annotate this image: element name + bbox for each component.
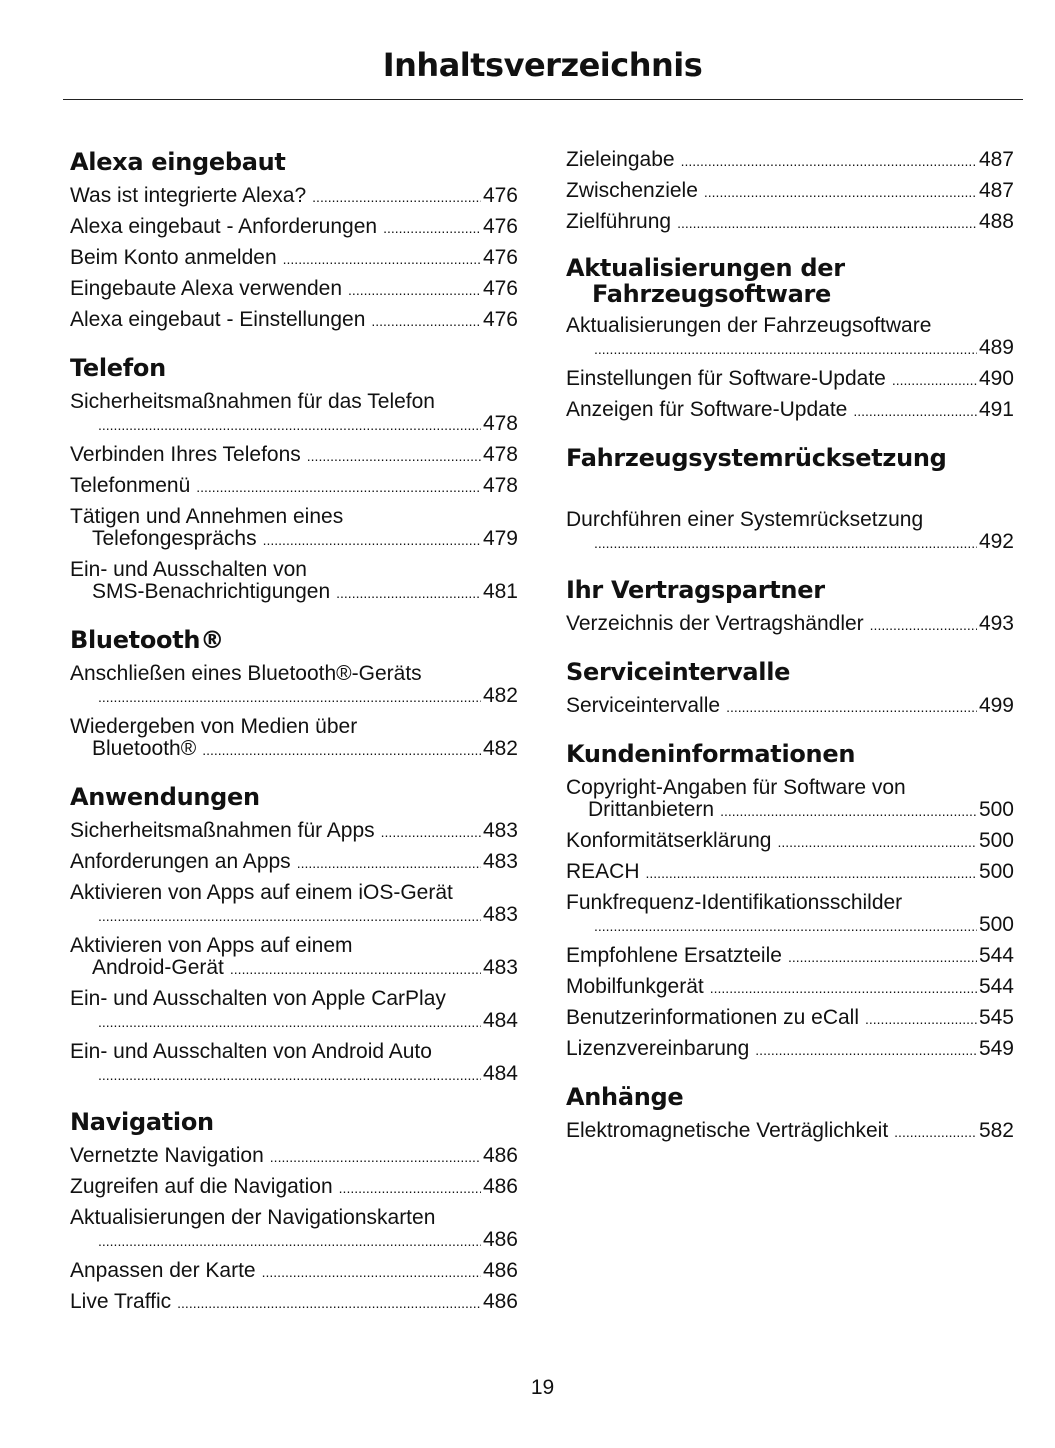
toc-entry[interactable] (70, 935, 518, 980)
toc-entry-line (566, 149, 1014, 172)
toc-entry[interactable] (70, 185, 518, 208)
toc-entry-line (70, 475, 518, 498)
toc-entry-page: 493 (978, 612, 1014, 635)
toc-entry[interactable] (566, 1120, 1014, 1143)
toc-entry-title: Copyright-Angaben für Software von (566, 776, 906, 799)
toc-entry-page: 481 (482, 580, 518, 603)
toc-entry-line (566, 1120, 1014, 1143)
toc-entry-title: Aktualisierungen der Navigationskarten (70, 1206, 436, 1229)
toc-entry-page: 476 (482, 308, 518, 331)
toc-entry-line (566, 315, 1014, 337)
toc-entry-title: Beim Konto anmelden (70, 246, 277, 269)
toc-entry-page: 549 (978, 1037, 1014, 1060)
toc-entry-line (70, 528, 518, 551)
toc-entry-page: 582 (978, 1119, 1014, 1142)
toc-entry-line (70, 506, 518, 528)
toc-entry-line (70, 1063, 518, 1086)
toc-entry[interactable] (70, 716, 518, 761)
dot-leader (307, 444, 481, 467)
toc-entry-page: 486 (482, 1228, 518, 1251)
toc-entry-title: Alexa eingebaut - Einstellungen (70, 308, 366, 331)
title-divider (63, 99, 1023, 100)
toc-entry-page: 487 (978, 148, 1014, 171)
section-heading-line: Ihr Vertragspartner (566, 576, 825, 604)
toc-entry-title: Telefonmenü (70, 474, 191, 497)
dot-leader (681, 149, 977, 172)
dot-leader (98, 413, 481, 436)
toc-entry-page: 499 (978, 694, 1014, 717)
section-heading-line: Aktualisierungen der (566, 254, 845, 282)
dot-leader (98, 1063, 481, 1086)
toc-entry[interactable] (70, 278, 518, 301)
toc-entry-page: 486 (482, 1290, 518, 1313)
toc-entry-line (70, 247, 518, 270)
toc-entry-title: Anpassen der Karte (70, 1259, 256, 1282)
toc-entry[interactable] (566, 892, 1014, 937)
toc-entry-page: 500 (978, 913, 1014, 936)
toc-entry-line (70, 1291, 518, 1314)
toc-entry-line (566, 613, 1014, 636)
dot-leader (348, 278, 481, 301)
dot-leader (704, 180, 977, 203)
toc-entry[interactable] (70, 391, 518, 436)
toc-entry[interactable] (70, 820, 518, 843)
toc-entry-page: 486 (482, 1144, 518, 1167)
toc-entry-line (566, 695, 1014, 718)
toc-entry-line (566, 531, 1014, 554)
dot-leader (98, 1229, 481, 1252)
toc-entry-title: Aktivieren von Apps auf einem (70, 934, 353, 957)
dot-leader (677, 211, 977, 234)
toc-entry[interactable] (70, 882, 518, 927)
toc-entry-line (70, 559, 518, 581)
toc-entry-title: Android-Gerät (92, 956, 224, 979)
toc-entry-line (70, 904, 518, 927)
toc-entry-title: Anforderungen an Apps (70, 850, 291, 873)
toc-entry-line (70, 278, 518, 301)
toc-entry-page: 482 (482, 737, 518, 760)
toc-entry-title: Anschließen eines Bluetooth®-Geräts (70, 662, 422, 685)
toc-entry[interactable] (70, 1145, 518, 1168)
toc-entry-line (70, 882, 518, 904)
toc-entry[interactable] (566, 211, 1014, 234)
toc-entry-line (70, 185, 518, 208)
dot-leader (283, 247, 481, 270)
toc-entry-page: 492 (978, 530, 1014, 553)
dot-leader (263, 528, 481, 551)
toc-entry-page: 484 (482, 1062, 518, 1085)
toc-entry[interactable] (566, 368, 1014, 391)
toc-entry-page: 482 (482, 684, 518, 707)
toc-entry-title: Verzeichnis der Vertragshändler (566, 612, 864, 635)
toc-entry-line (70, 685, 518, 708)
toc-entry-title: Einstellungen für Software-Update (566, 367, 886, 390)
dot-leader (594, 531, 977, 554)
toc-entry-line (566, 1038, 1014, 1061)
toc-entry-page: 544 (978, 975, 1014, 998)
toc-entry-title: Telefongesprächs (92, 527, 257, 550)
section-heading (566, 443, 1014, 473)
section-heading-line: Alexa eingebaut (70, 148, 286, 176)
page-number: 19 (530, 1376, 555, 1399)
toc-entry[interactable] (70, 309, 518, 332)
toc-entry-page: 476 (482, 184, 518, 207)
toc-entry[interactable] (566, 777, 1014, 822)
toc-entry-line (70, 1145, 518, 1168)
dot-leader (336, 581, 481, 604)
section-heading-line: Navigation (70, 1108, 214, 1136)
toc-entry[interactable] (70, 851, 518, 874)
toc-entry-page: 500 (978, 829, 1014, 852)
toc-entry-line (70, 935, 518, 957)
toc-entry[interactable] (70, 475, 518, 498)
dot-leader (371, 309, 481, 332)
toc-entry[interactable] (566, 861, 1014, 884)
toc-entry[interactable] (70, 247, 518, 270)
toc-entry-line (566, 399, 1014, 422)
toc-entry-page: 478 (482, 443, 518, 466)
dot-leader (312, 185, 481, 208)
toc-entry[interactable] (566, 613, 1014, 636)
dot-leader (646, 861, 977, 884)
toc-entry-line (70, 716, 518, 738)
toc-entry-page: 483 (482, 850, 518, 873)
toc-entry-line (566, 180, 1014, 203)
toc-entry-title: Konformitätserklärung (566, 829, 772, 852)
toc-entry-line (566, 799, 1014, 822)
section-heading (566, 657, 1014, 687)
toc-entry-line (70, 851, 518, 874)
section-heading-line: Telefon (70, 354, 166, 382)
toc-entry-title: Ein- und Ausschalten von (70, 558, 307, 581)
toc-entry-line (70, 957, 518, 980)
toc-entry[interactable] (566, 976, 1014, 999)
toc-entry-page: 500 (978, 860, 1014, 883)
section-heading (70, 782, 518, 812)
toc-entry-title: Live Traffic (70, 1290, 172, 1313)
toc-entry-line (566, 914, 1014, 937)
toc-entry[interactable] (566, 315, 1014, 360)
page-title: Inhaltsverzeichnis (382, 46, 703, 84)
toc-entry-page: 488 (978, 210, 1014, 233)
toc-entry-title: Ein- und Ausschalten von Apple CarPlay (70, 987, 446, 1010)
dot-leader (381, 820, 481, 843)
toc-entry-title: Anzeigen für Software-Update (566, 398, 848, 421)
dot-leader (594, 337, 977, 360)
toc-entry[interactable] (566, 830, 1014, 853)
toc-entry-title: Wiedergeben von Medien über (70, 715, 358, 738)
toc-entry-title: Funkfrequenz-Identifikationsschilder (566, 891, 903, 914)
toc-entry[interactable] (566, 1038, 1014, 1061)
section-heading-line: Fahrzeugsoftware (592, 280, 831, 308)
toc-entry-title: Alexa eingebaut - Anforderungen (70, 215, 378, 238)
toc-entry-page: 489 (978, 336, 1014, 359)
toc-entry[interactable] (566, 695, 1014, 718)
toc-entry-page: 490 (978, 367, 1014, 390)
dot-leader (870, 613, 977, 636)
toc-entry-line (70, 738, 518, 761)
toc-entry-line (566, 830, 1014, 853)
dot-leader (777, 830, 977, 853)
toc-entry-title: Aktivieren von Apps auf einem iOS-Gerät (70, 881, 453, 904)
toc-entry[interactable] (566, 945, 1014, 968)
dot-leader (594, 914, 977, 937)
toc-entry[interactable] (566, 149, 1014, 172)
toc-entry-line (70, 1260, 518, 1283)
toc-entry-page: 484 (482, 1009, 518, 1032)
toc-entry-title: Ein- und Ausschalten von Android Auto (70, 1040, 432, 1063)
toc-entry-line (566, 976, 1014, 999)
toc-entry-title: Lizenzvereinbarung (566, 1037, 750, 1060)
toc-entry-line (566, 861, 1014, 884)
dot-leader (98, 904, 481, 927)
section-heading-line: Serviceintervalle (566, 658, 791, 686)
dot-leader (865, 1007, 977, 1030)
dot-leader (788, 945, 977, 968)
toc-entry-line (70, 1010, 518, 1033)
dot-leader (270, 1145, 481, 1168)
toc-entry-title: Verbinden Ihres Telefons (70, 443, 301, 466)
dot-leader (383, 216, 481, 239)
toc-entry-title: Aktualisierungen der Fahrzeugsoftware (566, 314, 932, 337)
toc-entry-line (70, 988, 518, 1010)
toc-entry-page: 544 (978, 944, 1014, 967)
section-heading-line: Anhänge (566, 1083, 684, 1111)
toc-entry[interactable] (70, 663, 518, 708)
toc-entry[interactable] (70, 1041, 518, 1086)
section-heading (70, 625, 518, 655)
toc-entry-line (70, 216, 518, 239)
toc-entry-line (70, 444, 518, 467)
toc-entry-line (566, 368, 1014, 391)
toc-entry-line (70, 581, 518, 604)
toc-entry[interactable] (70, 1207, 518, 1252)
section-heading (566, 575, 1014, 605)
toc-entry-title: Sicherheitsmaßnahmen für Apps (70, 819, 375, 842)
section-heading (70, 1107, 518, 1137)
dot-leader (894, 1120, 977, 1143)
toc-entry-title: Serviceintervalle (566, 694, 721, 717)
toc-entry-title: Bluetooth® (92, 737, 197, 760)
toc-entry[interactable] (70, 1260, 518, 1283)
toc-entry[interactable] (70, 1291, 518, 1314)
section-heading-line: Bluetooth® (70, 626, 224, 654)
section-heading (566, 255, 1014, 307)
toc-entry[interactable] (566, 180, 1014, 203)
toc-entry-title: Elektromagnetische Verträglichkeit (566, 1119, 889, 1142)
dot-leader (726, 695, 977, 718)
toc-entry-page: 500 (978, 798, 1014, 821)
toc-entry[interactable] (566, 399, 1014, 422)
toc-entry-line (70, 413, 518, 436)
dot-leader (297, 851, 481, 874)
dot-leader (892, 368, 977, 391)
dot-leader (230, 957, 481, 980)
toc-column-left (70, 147, 518, 1322)
section-heading (566, 739, 1014, 769)
section-heading-line: Kundeninformationen (566, 740, 856, 768)
toc-entry-title: Was ist integrierte Alexa? (70, 184, 307, 207)
toc-entry-title: Eingebaute Alexa verwenden (70, 277, 343, 300)
toc-entry-page: 476 (482, 215, 518, 238)
section-heading-line: Anwendungen (70, 783, 260, 811)
dot-leader (262, 1260, 481, 1283)
toc-entry[interactable] (70, 506, 518, 551)
dot-leader (853, 399, 977, 422)
toc-entry-line (70, 820, 518, 843)
toc-entry-title: Durchführen einer Systemrücksetzung (566, 508, 924, 531)
toc-entry-page: 483 (482, 819, 518, 842)
toc-entry[interactable] (566, 509, 1014, 554)
toc-entry-title: Vernetzte Navigation (70, 1144, 264, 1167)
toc-entry-title: Zieleingabe (566, 148, 675, 171)
dot-leader (202, 738, 481, 761)
toc-entry-line (70, 1207, 518, 1229)
toc-entry-line (566, 1007, 1014, 1030)
toc-entry-line (70, 391, 518, 413)
dot-leader (720, 799, 977, 822)
toc-entry-line (70, 663, 518, 685)
toc-column-right (566, 149, 1014, 1151)
dot-leader (98, 685, 481, 708)
toc-entry-title: Zwischenziele (566, 179, 698, 202)
toc-entry-page: 486 (482, 1175, 518, 1198)
section-heading (566, 1082, 1014, 1112)
toc-entry-line (566, 892, 1014, 914)
toc-entry-page: 478 (482, 474, 518, 497)
toc-entry-title: Mobilfunkgerät (566, 975, 704, 998)
toc-entry-page: 483 (482, 956, 518, 979)
section-heading-line: Fahrzeugsystemrücksetzung (566, 444, 947, 472)
toc-entry-line (70, 309, 518, 332)
toc-entry[interactable] (70, 216, 518, 239)
dot-leader (98, 1010, 481, 1033)
toc-entry-page: 483 (482, 903, 518, 926)
toc-entry-title: Zielführung (566, 210, 672, 233)
dot-leader (177, 1291, 481, 1314)
toc-entry-page: 491 (978, 398, 1014, 421)
toc-entry-line (70, 1229, 518, 1252)
toc-entry-page: 478 (482, 412, 518, 435)
dot-leader (196, 475, 481, 498)
toc-entry-line (70, 1176, 518, 1199)
toc-entry-page: 487 (978, 179, 1014, 202)
toc-entry[interactable] (70, 988, 518, 1033)
toc-entry-line (566, 211, 1014, 234)
toc-entry-line (566, 945, 1014, 968)
toc-entry-title: Tätigen und Annehmen eines (70, 505, 344, 528)
toc-entry-line (566, 509, 1014, 531)
toc-entry[interactable] (70, 1176, 518, 1199)
toc-entry[interactable] (70, 559, 518, 604)
toc-entry-line (566, 337, 1014, 360)
toc-entry-title: Drittanbietern (588, 798, 715, 821)
toc-entry-page: 479 (482, 527, 518, 550)
toc-entry-page: 545 (978, 1006, 1014, 1029)
section-heading (70, 353, 518, 383)
section-heading (70, 147, 518, 177)
toc-entry-page: 476 (482, 246, 518, 269)
toc-entry-title: Empfohlene Ersatzteile (566, 944, 782, 967)
toc-entry-title: SMS-Benachrichtigungen (92, 580, 331, 603)
dot-leader (339, 1176, 481, 1199)
toc-entry-line (70, 1041, 518, 1063)
toc-entry-title: Benutzerinformationen zu eCall (566, 1006, 859, 1029)
toc-entry-line (566, 777, 1014, 799)
toc-entry-page: 476 (482, 277, 518, 300)
dot-leader (710, 976, 977, 999)
toc-entry[interactable] (70, 444, 518, 467)
toc-entry[interactable] (566, 1007, 1014, 1030)
toc-entry-title: Zugreifen auf die Navigation (70, 1175, 333, 1198)
toc-entry-title: REACH (566, 860, 640, 883)
dot-leader (755, 1038, 977, 1061)
toc-entry-title: Sicherheitsmaßnahmen für das Telefon (70, 390, 435, 413)
toc-entry-page: 486 (482, 1259, 518, 1282)
